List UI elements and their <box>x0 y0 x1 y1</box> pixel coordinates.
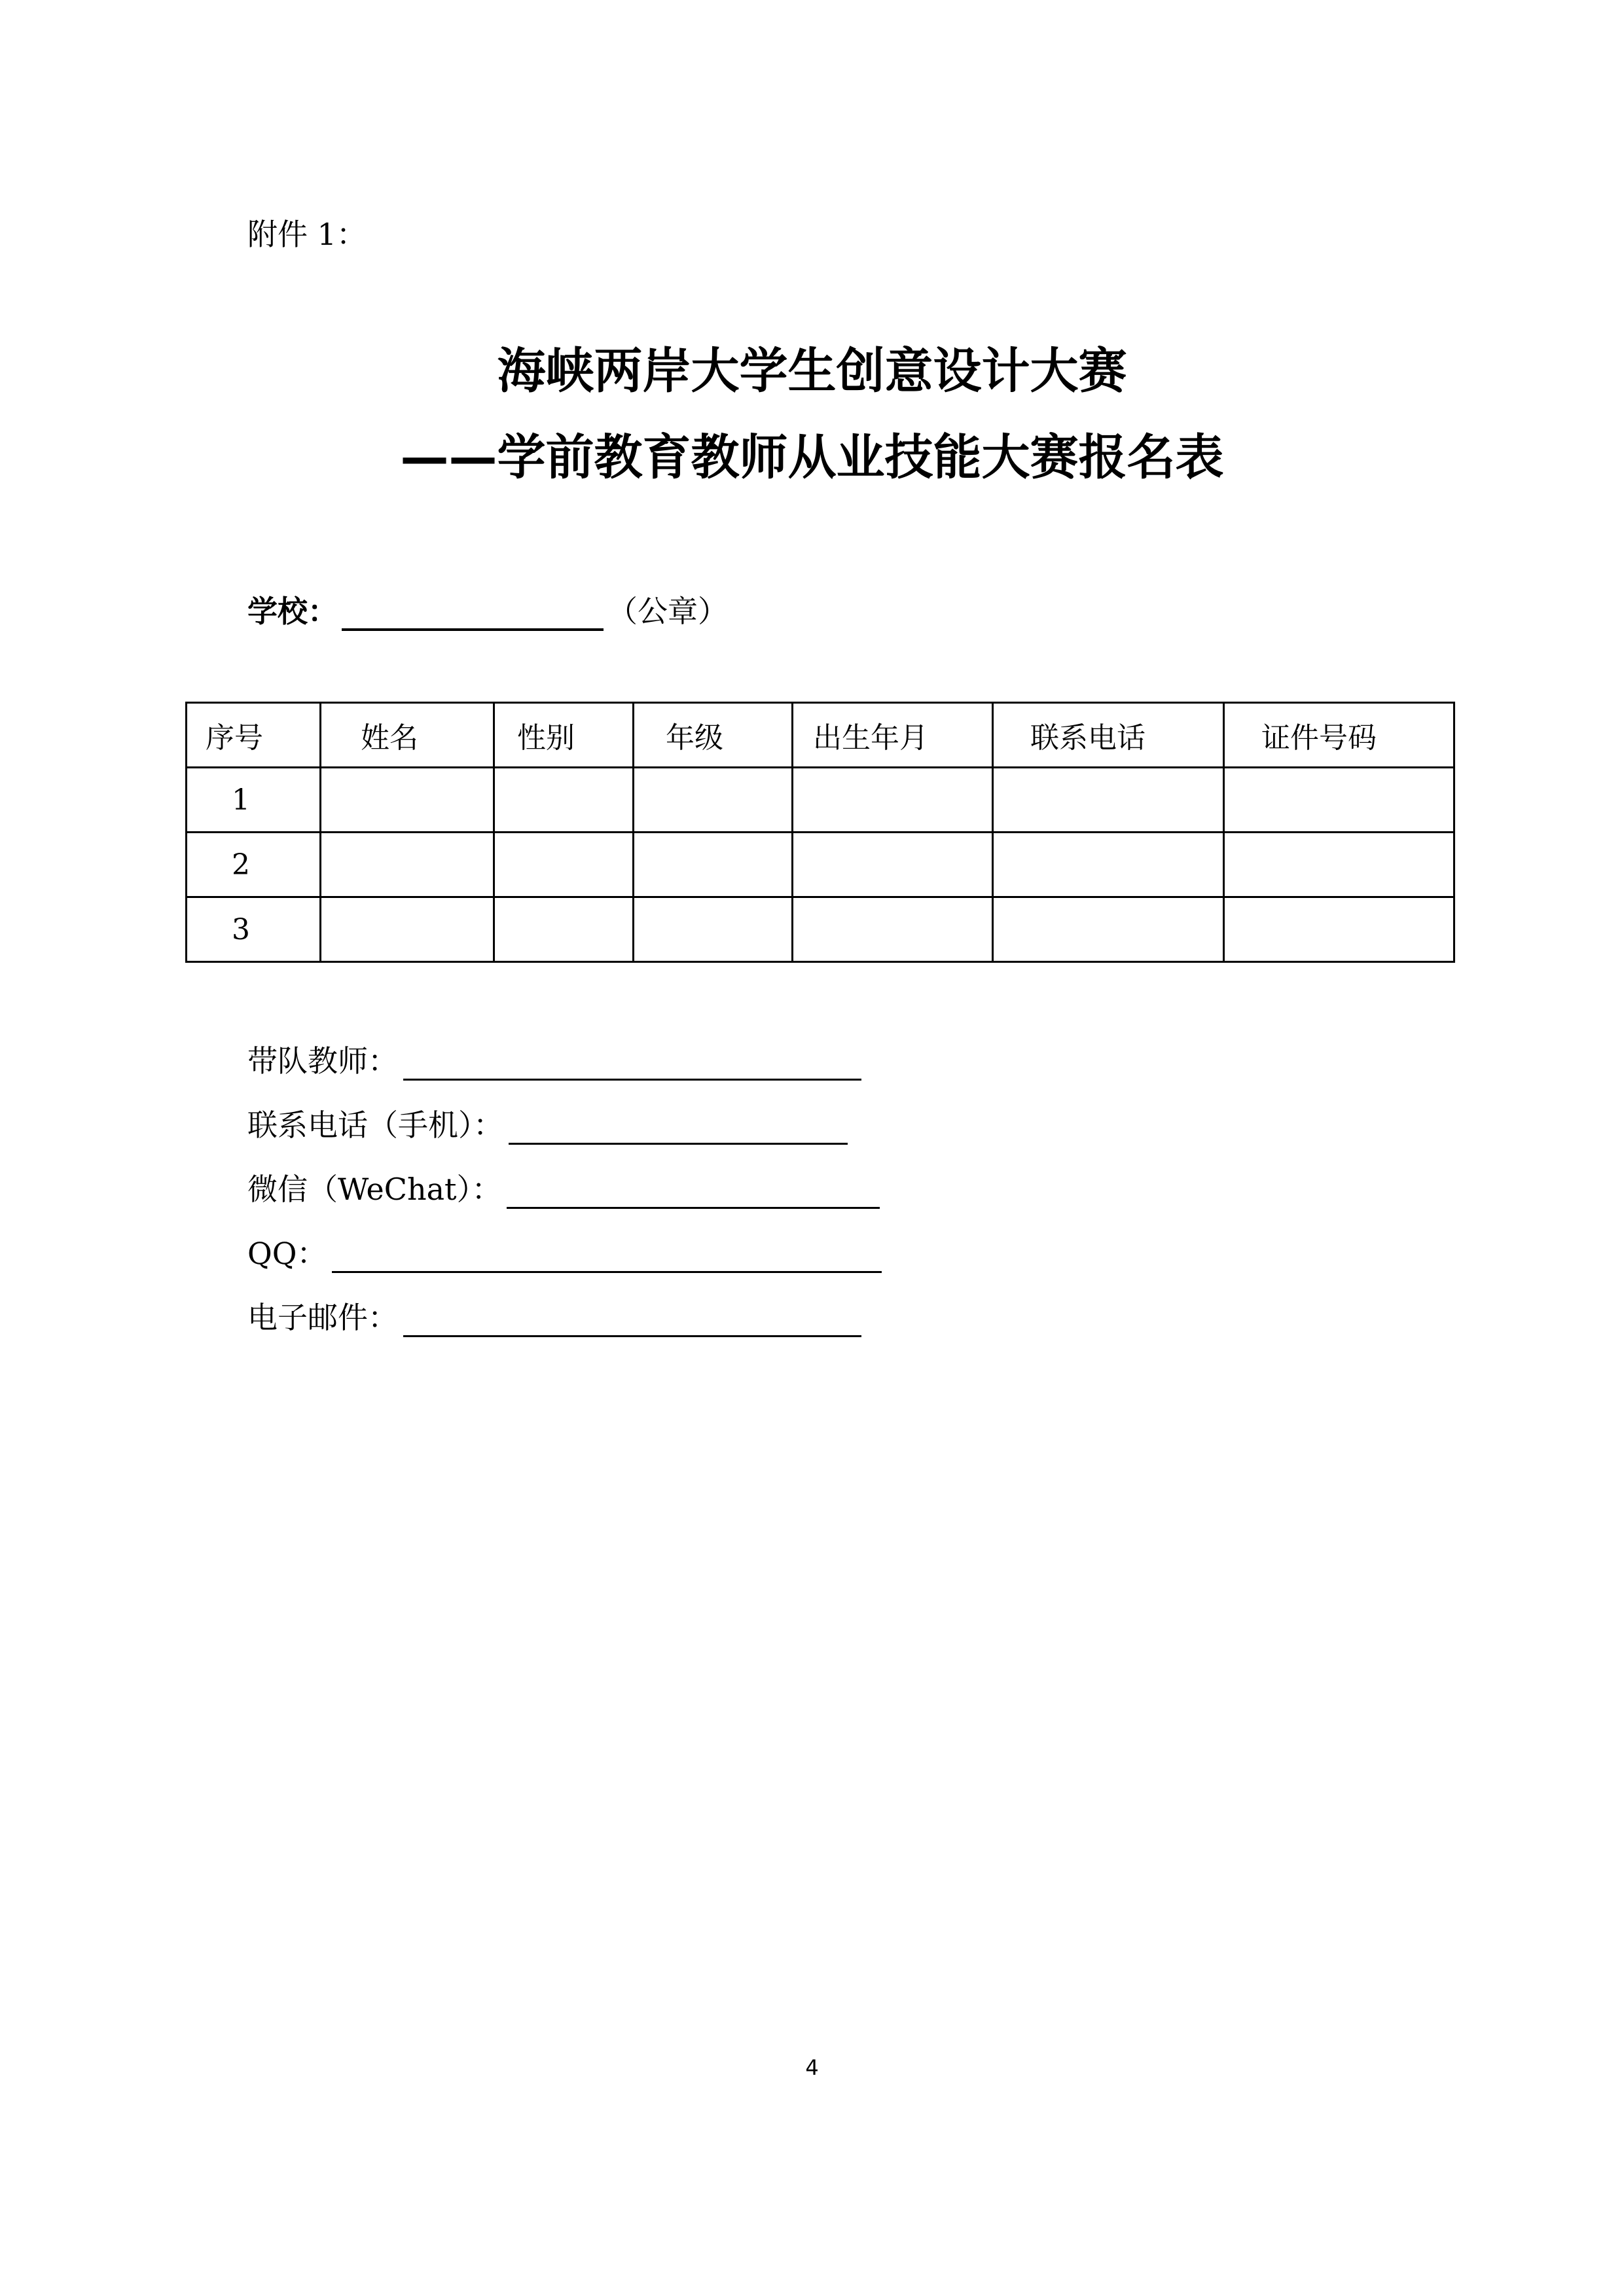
row-seq: 1 <box>187 768 321 833</box>
cell-name[interactable] <box>321 768 494 833</box>
cell-id[interactable] <box>1224 897 1454 962</box>
phone-label: 联系电话（手机）： <box>247 1107 503 1143</box>
school-input-line[interactable] <box>342 596 604 631</box>
email-label: 电子邮件： <box>247 1300 398 1335</box>
cell-grade[interactable] <box>634 897 793 962</box>
table-row <box>187 897 1454 962</box>
header-name: 姓名 <box>321 703 494 768</box>
header-gender: 性别 <box>494 703 634 768</box>
header-seq: 序号 <box>187 703 321 768</box>
phone-field <box>247 1102 848 1145</box>
wechat-input-line[interactable] <box>507 1177 880 1209</box>
cell-grade[interactable] <box>634 768 793 833</box>
stamp-note: （公章） <box>607 594 728 629</box>
cell-birth[interactable] <box>793 833 993 897</box>
cell-gender[interactable] <box>494 833 634 897</box>
teacher-field <box>247 1037 861 1081</box>
cell-birth[interactable] <box>793 768 993 833</box>
cell-birth[interactable] <box>793 897 993 962</box>
qq-input-line[interactable] <box>332 1241 882 1273</box>
cell-grade[interactable] <box>634 833 793 897</box>
attachment-label: 附件 1： <box>247 217 367 252</box>
email-input-line[interactable] <box>403 1305 861 1337</box>
header-grade: 年级 <box>634 703 793 768</box>
wechat-field <box>247 1166 880 1209</box>
header-birth: 出生年月 <box>793 703 993 768</box>
table-row <box>187 768 1454 833</box>
page-number: 4 <box>805 2055 819 2080</box>
school-label: 学校： <box>247 594 338 629</box>
title-line-2: ——学前教育教师从业技能大赛报名表 <box>400 429 1224 486</box>
cell-gender[interactable] <box>494 768 634 833</box>
cell-name[interactable] <box>321 833 494 897</box>
cell-name[interactable] <box>321 897 494 962</box>
phone-input-line[interactable] <box>509 1113 848 1145</box>
teacher-label: 带队教师： <box>247 1043 398 1079</box>
school-field <box>247 588 728 631</box>
cell-gender[interactable] <box>494 897 634 962</box>
cell-id[interactable] <box>1224 833 1454 897</box>
cell-id[interactable] <box>1224 768 1454 833</box>
email-field <box>247 1294 861 1337</box>
table-row <box>187 833 1454 897</box>
cell-phone[interactable] <box>993 833 1224 897</box>
registration-table <box>185 702 1455 963</box>
row-seq: 3 <box>187 897 321 962</box>
title-line-1: 海峡两岸大学生创意设计大赛 <box>497 343 1127 399</box>
wechat-label: 微信（WeChat）： <box>247 1172 502 1207</box>
table-header-row <box>187 703 1454 768</box>
cell-phone[interactable] <box>993 897 1224 962</box>
qq-field <box>247 1230 882 1273</box>
teacher-input-line[interactable] <box>403 1049 861 1081</box>
header-phone: 联系电话 <box>993 703 1224 768</box>
qq-label: QQ： <box>247 1236 327 1271</box>
cell-phone[interactable] <box>993 768 1224 833</box>
header-id: 证件号码 <box>1224 703 1454 768</box>
row-seq: 2 <box>187 833 321 897</box>
